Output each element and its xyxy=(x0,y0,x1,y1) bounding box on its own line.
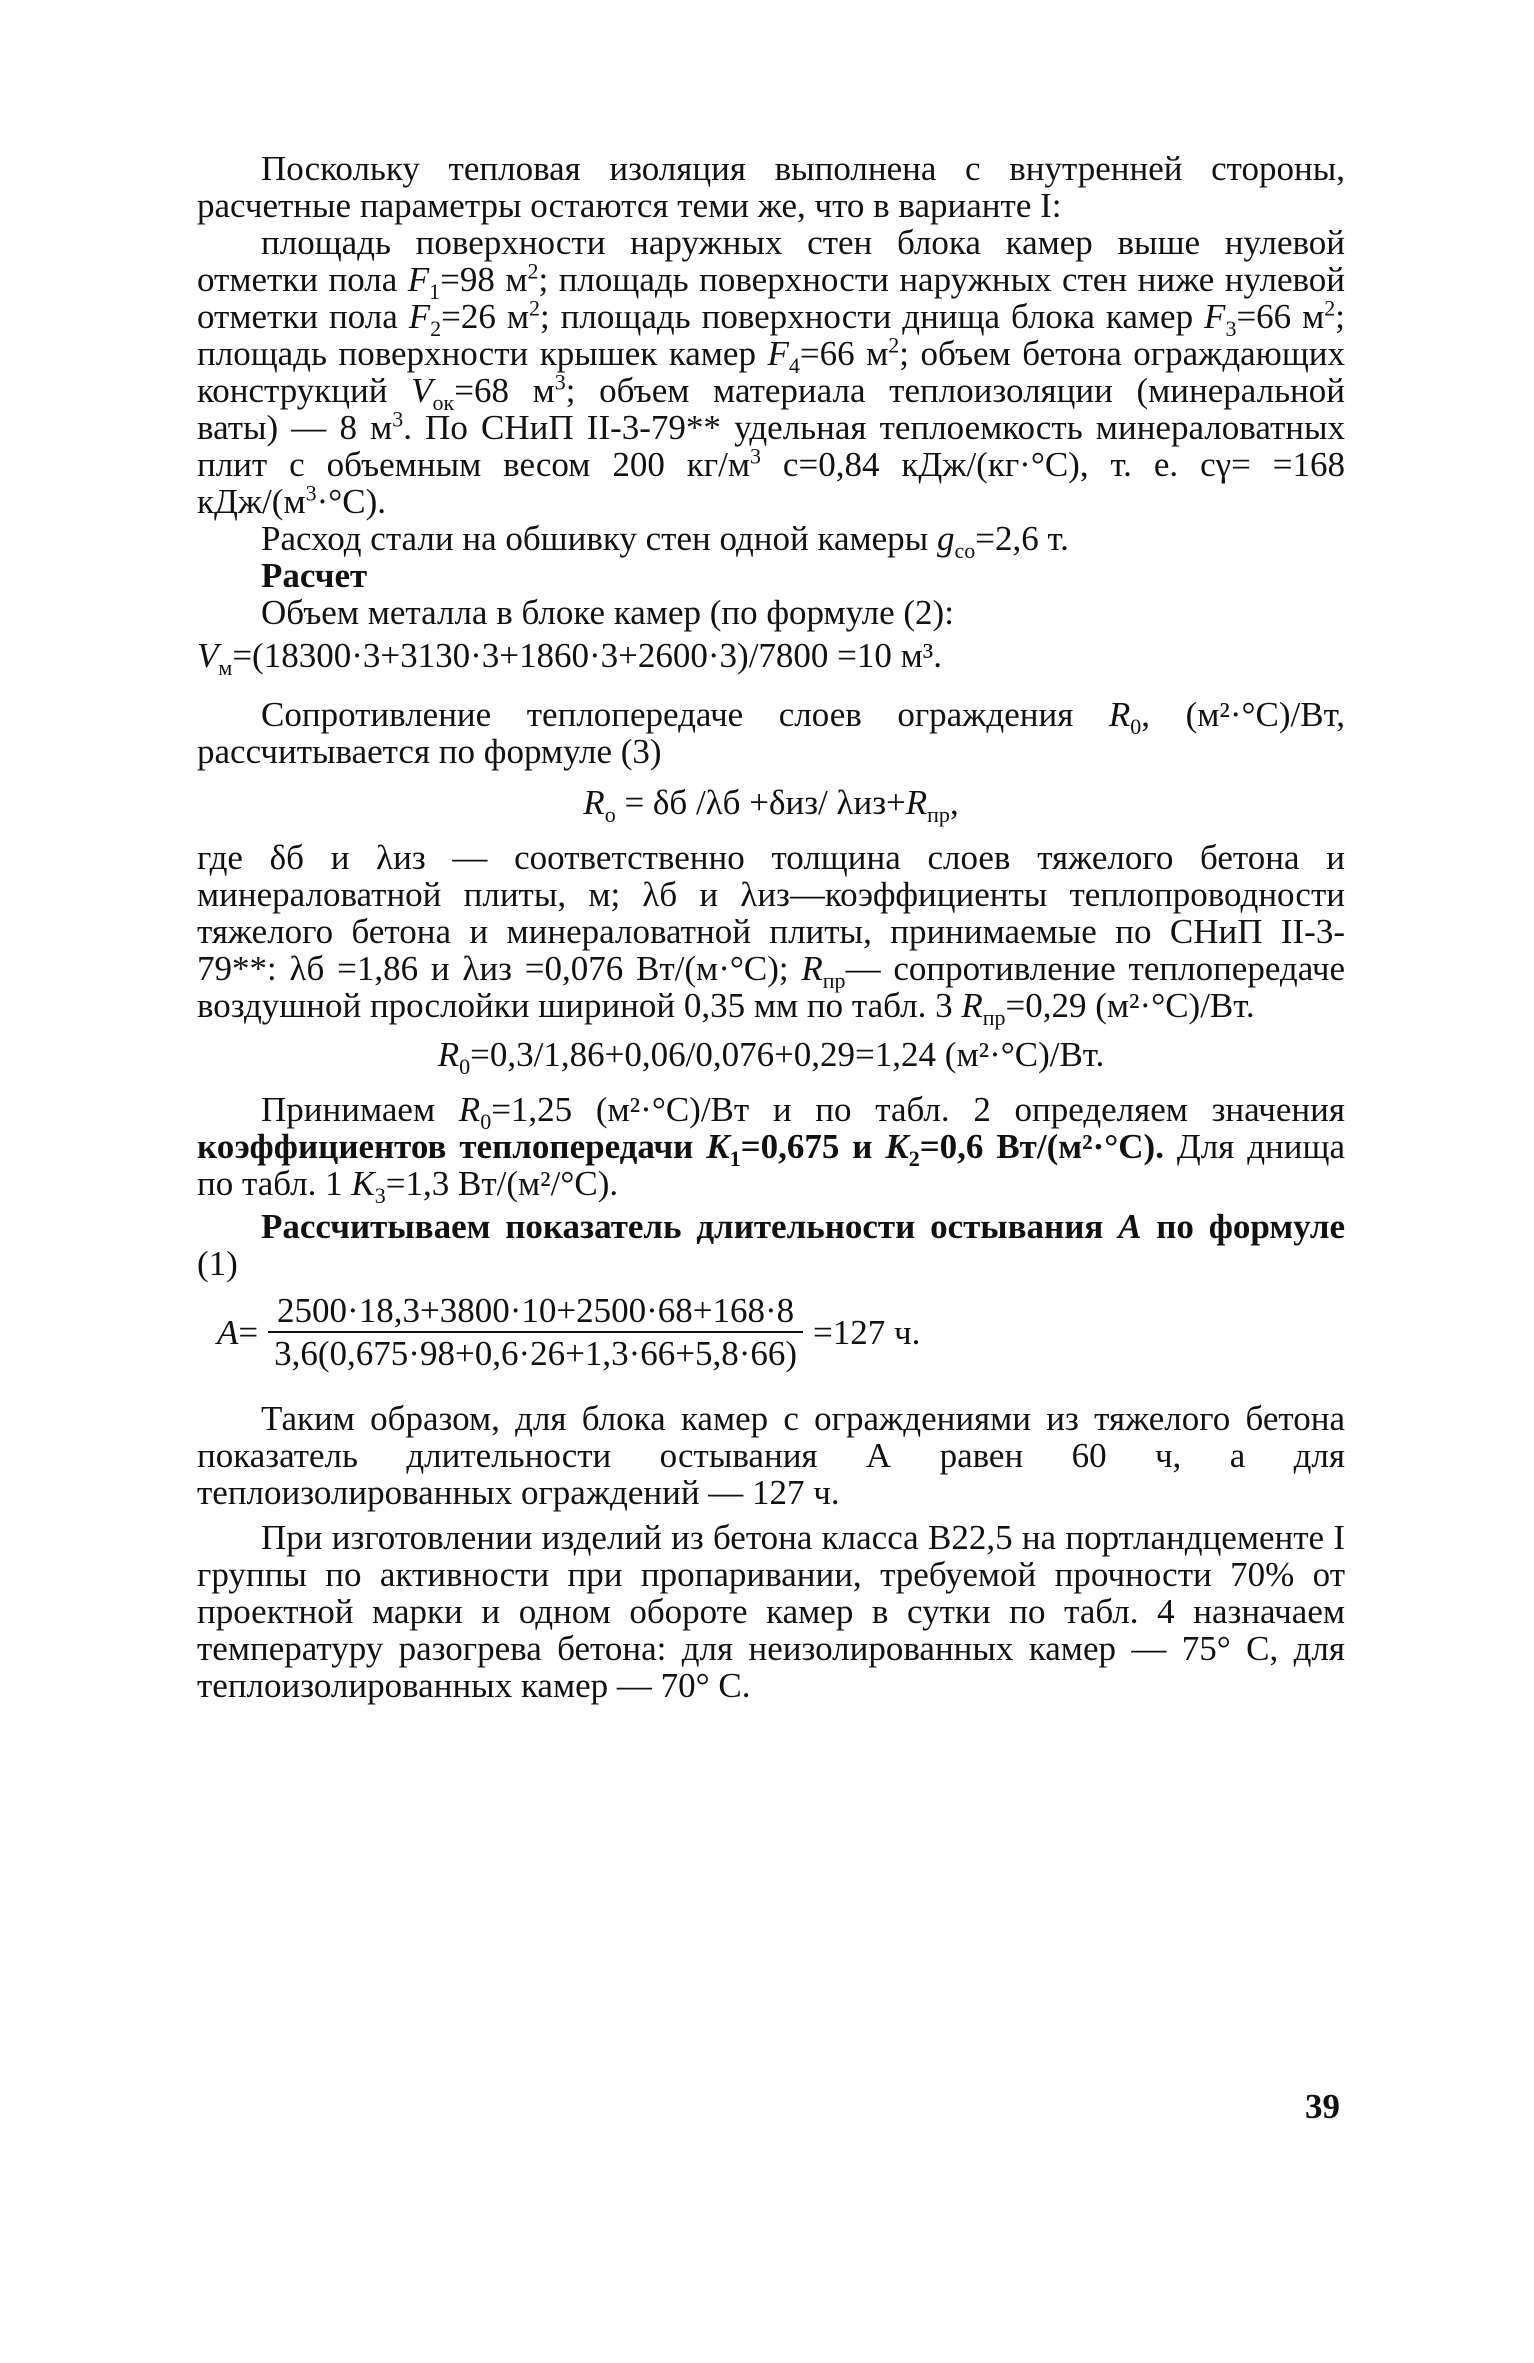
fraction-denominator: 3,6(0,675·98+0,6·26+1,3·66+5,8·66) xyxy=(274,1334,798,1373)
paragraph-7: Принимаем $R_0=1,25$ (м²·°С)/Вт и по табл. 2 определяем значения коэффициентов теплопередачи $K_1=0,675$ и $K_2=0,6$ Вт/(м²·°С). Для днища по табл. 1 $K_3=1,3$ Вт/(м²/°С). xyxy=(197,1090,1345,1208)
paragraph-2: площадь поверхности наружных стен блока камер выше нулевой отметки пола $F_1=98$ $м^2$; площадь поверхности наружных стен ниже нулевой отметки пола $F_2=26$ $м^2$; площадь поверхности днища блока камер $F_3=66$ $м^2$; площадь поверхности крышек камер $F_4=66$ $м^2$; объем бетона ограждающих конструкций $V_{ок}=68$ $м^3$; объем материала теплоизоляции (минеральной ваты) — 8 $м^3$. По СНиП II-3-79** удельная теплоемкость минераловатных плит с объемным весом 200 $кг/м^3$ с=0,84 кДж/(кг·°С), т. е. сγ= =168 кДж/$(м^3\cdot^\circ С)$. xyxy=(197,223,1346,521)
formula-volume: $V_м=(18300\cdot 3+3130\cdot 3+1860\cdot 3+2600\cdot 3)/7800 =10$ м³. xyxy=(197,636,943,680)
page-content xyxy=(197,150,1345,1704)
paragraph-3: Расход стали на обшивку стен одной камеры $g_{со}=2,6$ т. xyxy=(261,519,1069,563)
fraction-result: =127 ч. xyxy=(813,1312,921,1352)
paragraph-5: Сопротивление теплопередаче слоев ограждения $R_0$, (м²·°С)/Вт, рассчитывается по формуле (3) xyxy=(197,695,1345,771)
paragraph-4: Объем металла в блоке камер (по формуле (2): xyxy=(261,593,954,632)
paragraph-8: Рассчитываем показатель длительности остывания А по формуле (1) xyxy=(197,1207,1345,1283)
paragraph-6: где δб и λиз — соответственно толщина слоев тяжелого бетона и минераловатной плиты, м; λб и λиз—коэффициенты теплопроводности тяжелого бетона и минераловатной плиты, принимаемые по СНиП II-3-79**: λб =1,86 и λиз =0,076 Вт/(м·°С); $R_{пр}—$ сопротивление теплопередаче воздушной прослойки шириной 0,35 мм по табл. 3 $R_{пр}=0,29$ (м²·°С)/Вт. xyxy=(197,838,1345,1030)
page-number: 39 xyxy=(1305,2087,1340,2126)
formula-cooling-index: A= $\frac{2500\cdot 18,3+3800\cdot 10+2500\cdot 68+168\cdot 8}{3,6(0,675\cdot 98+0,6\cdot 26+1,3\cdot 66+5,8\cdot 66)}$ =127 ч. xyxy=(217,1291,921,1373)
section-heading: Расчет xyxy=(261,556,368,595)
paragraph-1: Поскольку тепловая изоляция выполнена с внутренней стороны, расчетные параметры остаются теми же, что в варианте I: xyxy=(197,149,1345,225)
formula-resistance: $R_о = \delta б$ /λб +δиз/ $\lambda из+R_{пр}$, xyxy=(583,783,959,827)
formula-r0-value: $R_0=0,3/1,86+0,06/0,076+0,29=1,24$ (м²·°С)/Вт. xyxy=(437,1035,1105,1079)
fraction-numerator: 2500·18,3+3800·10+2500·68+168·8 xyxy=(268,1292,803,1333)
paragraph-10: При изготовлении изделий из бетона класса В22,5 на портландцементе I группы по активности при пропаривании, требуемой прочности 70% от проектной марки и одном обороте камер в сутки по табл. 4 назначаем температуру разогрева бетона: для неизолированных камер — 75° С, для теплоизолированных камер — 70° С. xyxy=(197,1518,1345,1705)
paragraph-9: Таким образом, для блока камер с ограждениями из тяжелого бетона показатель длительности остывания А равен 60 ч, а для теплоизолированных ограждений — 127 ч. xyxy=(197,1399,1345,1512)
